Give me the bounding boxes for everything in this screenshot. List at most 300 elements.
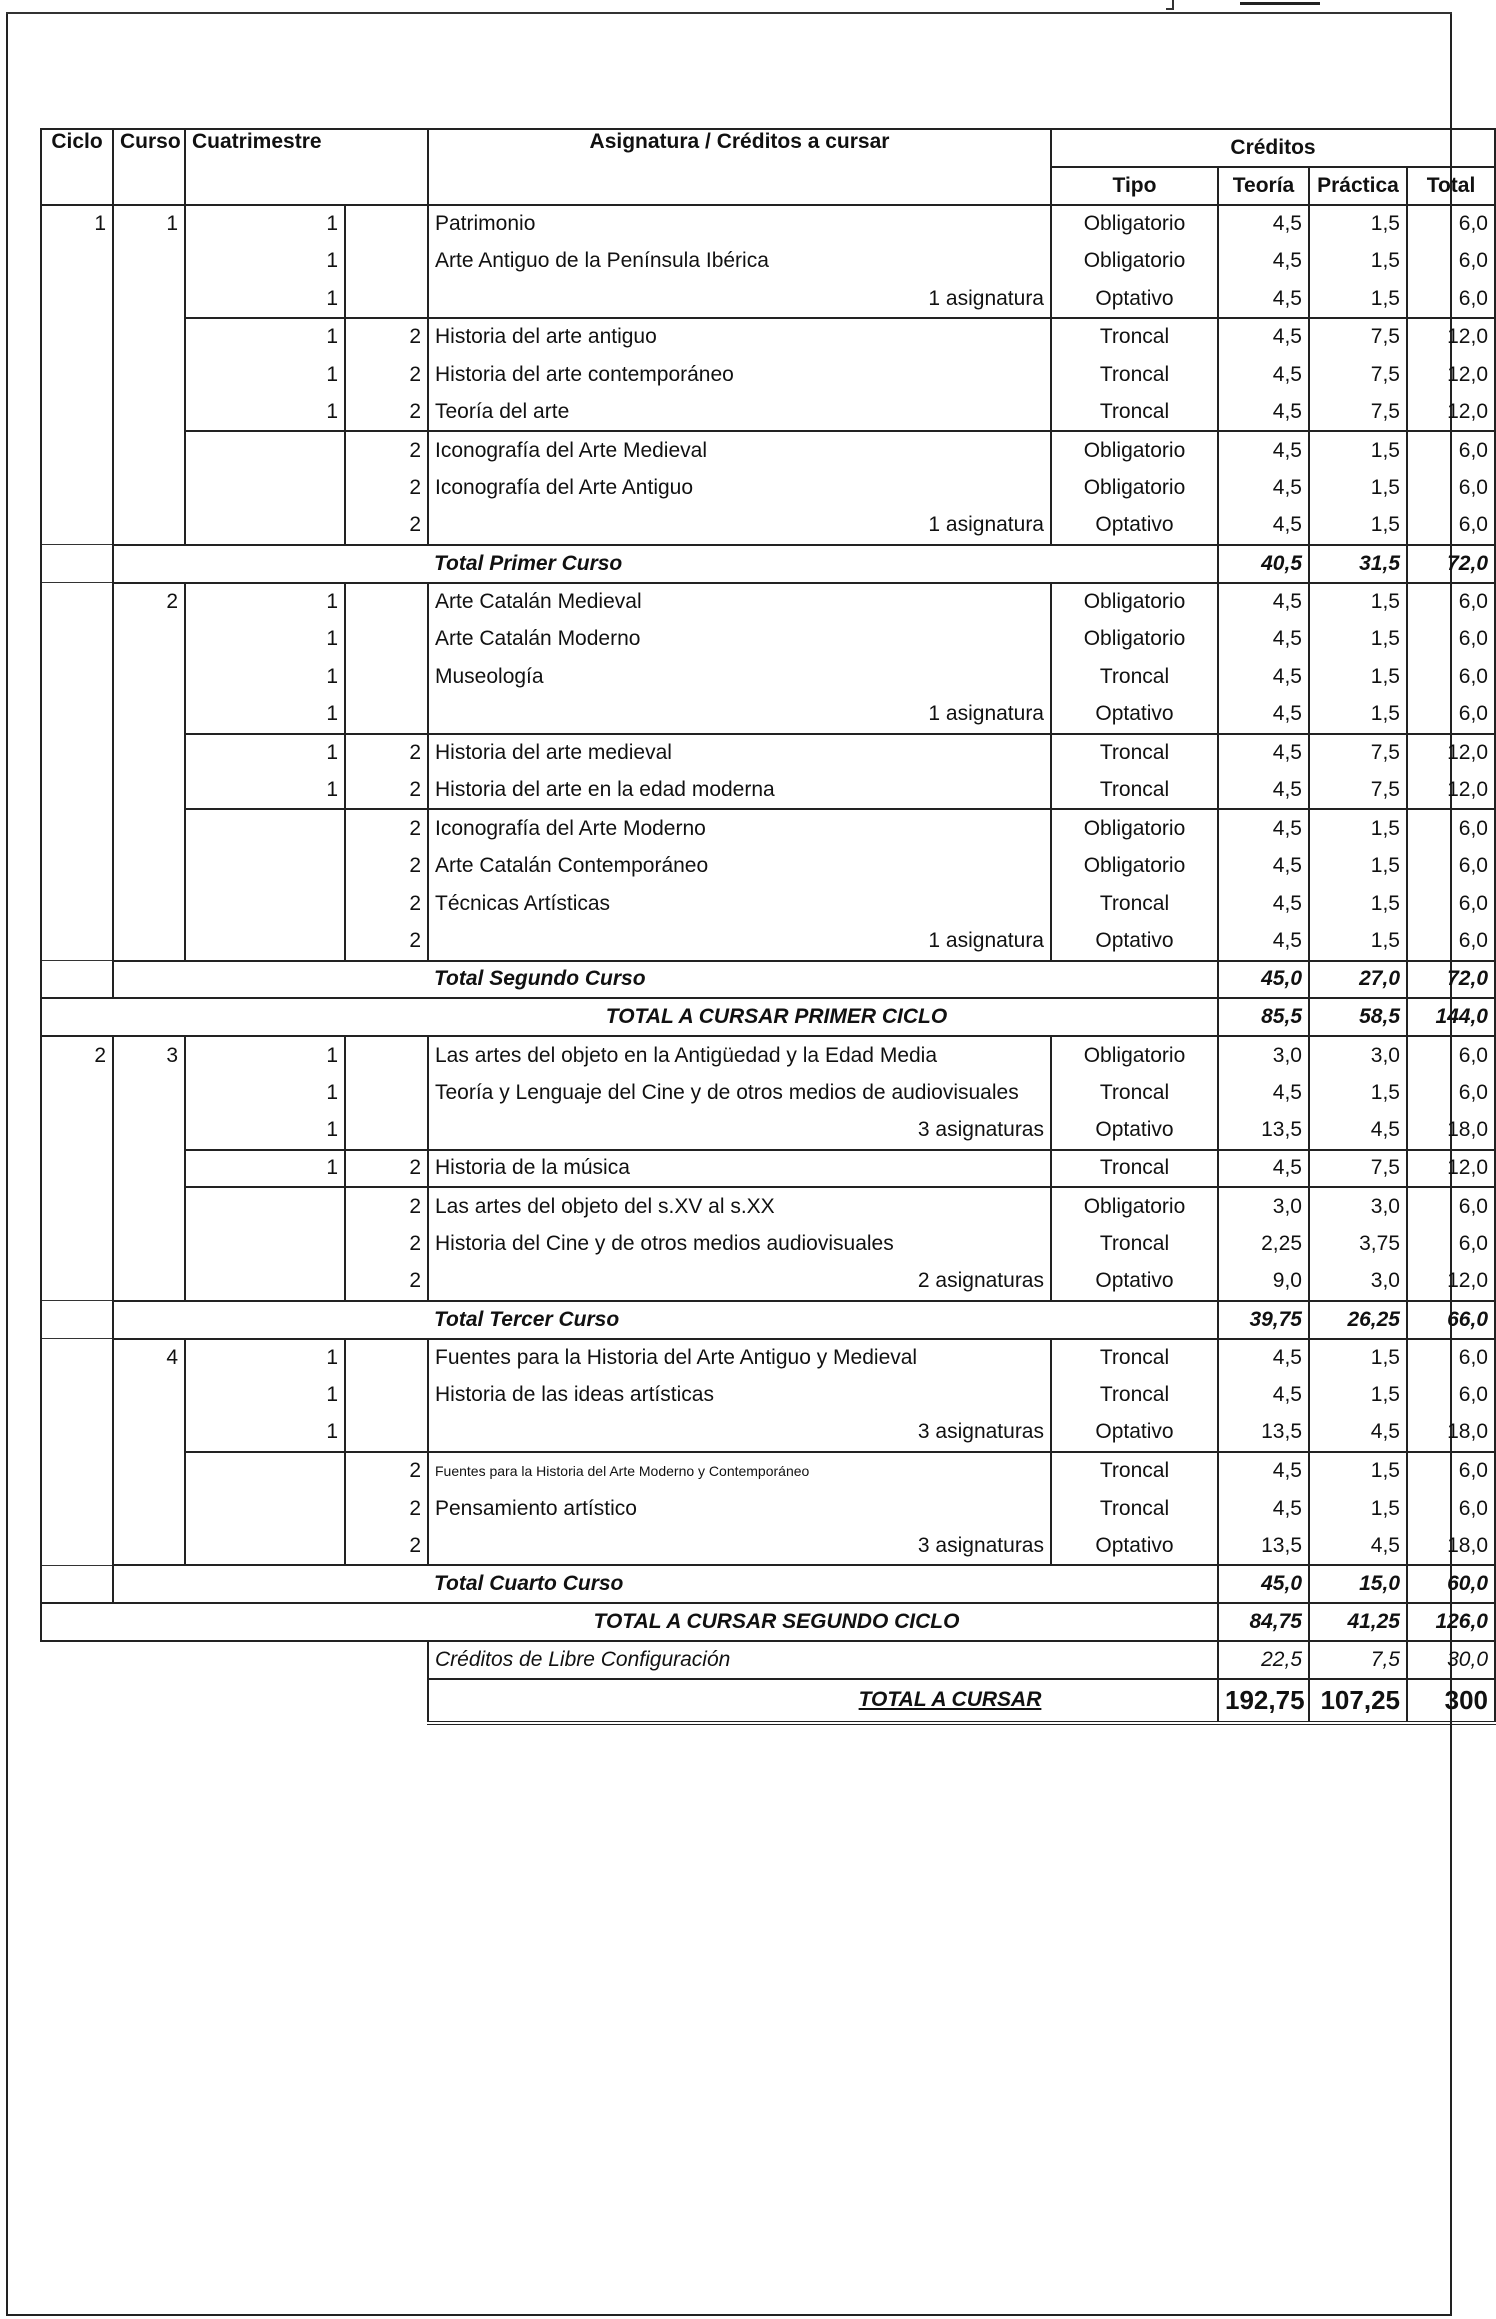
cell-cuatrimestre-2: 2 (345, 847, 428, 885)
cell-ciclo (41, 847, 113, 885)
cell-asignatura: Teoría del arte (428, 394, 1051, 432)
subtotal-label: Total Tercer Curso (428, 1301, 1051, 1339)
final-total-label: TOTAL A CURSAR (428, 1679, 1218, 1723)
cell-tipo: Obligatorio (1051, 1187, 1218, 1225)
cell-tipo: Obligatorio (1051, 583, 1218, 621)
cell-cuatrimestre-2: 2 (345, 1187, 428, 1225)
table-row (41, 1452, 1495, 1490)
cell-teoria: 3,0 (1218, 1036, 1309, 1074)
cell-cuatrimestre-1: 1 (185, 394, 345, 432)
subtotal-label: Total Primer Curso (428, 545, 1051, 583)
table-row (41, 1187, 1495, 1225)
header-practica: Práctica (1309, 167, 1407, 205)
cell-tipo: Troncal (1051, 1452, 1218, 1490)
cell-teoria: 4,5 (1218, 734, 1309, 772)
cell-total: 6,0 (1407, 469, 1495, 507)
cell-ciclo (41, 394, 113, 432)
header-cuatrimestre: Cuatrimestre (185, 129, 428, 205)
cell-asignatura: Historia del arte en la edad moderna (428, 772, 1051, 810)
cell-total: 12,0 (1407, 734, 1495, 772)
header-creditos: Créditos (1051, 129, 1495, 167)
scan-tick (1166, 0, 1174, 10)
cell-teoria: 4,5 (1218, 620, 1309, 658)
cell-tipo: Obligatorio (1051, 1036, 1218, 1074)
cell-cuatrimestre-2: 2 (345, 507, 428, 545)
cell-curso (113, 885, 185, 923)
cell-teoria: 4,5 (1218, 242, 1309, 280)
cell-asignatura: Arte Catalán Moderno (428, 620, 1051, 658)
table-row (41, 1376, 1495, 1414)
cell-total: 18,0 (1407, 1112, 1495, 1150)
cell-tipo: Obligatorio (1051, 242, 1218, 280)
table-row (41, 469, 1495, 507)
cell-total: 6,0 (1407, 1452, 1495, 1490)
cell-optativas: 2 asignaturas (428, 1263, 1051, 1301)
cell-curso (113, 734, 185, 772)
cell-cuatrimestre-2 (345, 658, 428, 696)
cell-ciclo (41, 318, 113, 356)
cell-ciclo (41, 356, 113, 394)
table-row (41, 772, 1495, 810)
subtotal-teoria: 45,0 (1218, 1565, 1309, 1603)
cell-cuatrimestre-1: 1 (185, 205, 345, 243)
cell-asignatura: Teoría y Lenguaje del Cine y de otros medios de audiovisuales (428, 1074, 1051, 1112)
table-row (41, 242, 1495, 280)
subtotal-teoria: 39,75 (1218, 1301, 1309, 1339)
cell-cuatrimestre-1 (185, 1490, 345, 1528)
cell-ciclo (41, 1225, 113, 1263)
subtotal-practica: 15,0 (1309, 1565, 1407, 1603)
cell-cuatrimestre-1 (185, 1263, 345, 1301)
cell-curso (113, 1225, 185, 1263)
cell-cuatrimestre-2: 2 (345, 885, 428, 923)
table-row (41, 1414, 1495, 1452)
grand-total-practica: 41,25 (1309, 1603, 1407, 1641)
table-cell (41, 1679, 428, 1723)
cell-asignatura: Museología (428, 658, 1051, 696)
cell-asignatura: Las artes del objeto del s.XV al s.XX (428, 1187, 1051, 1225)
cell-tipo: Troncal (1051, 1150, 1218, 1188)
cell-ciclo (41, 620, 113, 658)
cell-ciclo (41, 658, 113, 696)
cell-curso (113, 658, 185, 696)
grand-total-label: TOTAL A CURSAR PRIMER CICLO (41, 998, 1218, 1036)
cell-cuatrimestre-1: 1 (185, 1414, 345, 1452)
cell-practica: 1,5 (1309, 469, 1407, 507)
cell-tipo: Optativo (1051, 280, 1218, 318)
cell-total: 6,0 (1407, 1376, 1495, 1414)
cell-tipo: Optativo (1051, 1112, 1218, 1150)
table-cell (41, 1641, 428, 1679)
cell-cuatrimestre-1: 1 (185, 1376, 345, 1414)
final-total-row (41, 1679, 1495, 1723)
cell-tipo: Troncal (1051, 772, 1218, 810)
cell-practica: 1,5 (1309, 1339, 1407, 1377)
cell-cuatrimestre-2 (345, 583, 428, 621)
cell-curso (113, 280, 185, 318)
cell-ciclo (41, 1527, 113, 1565)
cell-practica: 7,5 (1309, 1150, 1407, 1188)
cell-ciclo: 1 (41, 205, 113, 243)
table-row (41, 1112, 1495, 1150)
table-row (41, 1339, 1495, 1377)
cell-curso (113, 507, 185, 545)
cell-asignatura: Historia del arte medieval (428, 734, 1051, 772)
cell-cuatrimestre-1 (185, 469, 345, 507)
cell-practica: 1,5 (1309, 205, 1407, 243)
table-row (41, 847, 1495, 885)
page-frame-top (6, 12, 1452, 14)
header-curso: Curso (113, 129, 185, 205)
cell-total: 6,0 (1407, 583, 1495, 621)
cell-curso (113, 318, 185, 356)
cell-total: 6,0 (1407, 658, 1495, 696)
cell-cuatrimestre-1: 1 (185, 1339, 345, 1377)
cell-tipo: Troncal (1051, 1490, 1218, 1528)
subtotal-teoria: 40,5 (1218, 545, 1309, 583)
cell-curso (113, 1263, 185, 1301)
cell-asignatura: Arte Catalán Contemporáneo (428, 847, 1051, 885)
grand-total-total: 126,0 (1407, 1603, 1495, 1641)
subtotal-row (41, 1301, 1495, 1339)
table-cell (41, 1301, 113, 1339)
cell-practica: 1,5 (1309, 583, 1407, 621)
cell-curso (113, 394, 185, 432)
cell-cuatrimestre-2: 2 (345, 394, 428, 432)
table-row (41, 583, 1495, 621)
cell-teoria: 4,5 (1218, 507, 1309, 545)
cell-total: 6,0 (1407, 205, 1495, 243)
table-row (41, 1263, 1495, 1301)
subtotal-row (41, 961, 1495, 999)
cell-optativas: 1 asignatura (428, 280, 1051, 318)
cell-teoria: 3,0 (1218, 1187, 1309, 1225)
cell-practica: 1,5 (1309, 923, 1407, 961)
table-cell (1051, 961, 1218, 999)
cell-teoria: 4,5 (1218, 1150, 1309, 1188)
cell-cuatrimestre-1 (185, 847, 345, 885)
table-row (41, 1490, 1495, 1528)
cell-asignatura: Historia del arte antiguo (428, 318, 1051, 356)
cell-teoria: 13,5 (1218, 1112, 1309, 1150)
libre-row (41, 1641, 1495, 1679)
cell-total: 6,0 (1407, 1074, 1495, 1112)
cell-cuatrimestre-2: 2 (345, 772, 428, 810)
cell-asignatura: Iconografía del Arte Antiguo (428, 469, 1051, 507)
cell-cuatrimestre-2: 2 (345, 356, 428, 394)
libre-total: 30,0 (1407, 1641, 1495, 1679)
cell-tipo: Troncal (1051, 1376, 1218, 1414)
header-asignatura: Asignatura / Créditos a cursar (428, 129, 1051, 205)
table-row (41, 1225, 1495, 1263)
cell-curso (113, 1452, 185, 1490)
cell-ciclo (41, 1150, 113, 1188)
cell-asignatura: Fuentes para la Historia del Arte Moderno y Contemporáneo (428, 1452, 1051, 1490)
cell-total: 6,0 (1407, 1036, 1495, 1074)
cell-teoria: 2,25 (1218, 1225, 1309, 1263)
cell-teoria: 4,5 (1218, 1490, 1309, 1528)
header-total: Total (1407, 167, 1495, 205)
cell-teoria: 4,5 (1218, 469, 1309, 507)
cell-cuatrimestre-1: 1 (185, 734, 345, 772)
cell-ciclo (41, 431, 113, 469)
cell-curso (113, 469, 185, 507)
cell-total: 6,0 (1407, 507, 1495, 545)
cell-total: 6,0 (1407, 809, 1495, 847)
cell-cuatrimestre-2: 2 (345, 1263, 428, 1301)
cell-ciclo (41, 923, 113, 961)
table-row (41, 734, 1495, 772)
subtotal-practica: 26,25 (1309, 1301, 1407, 1339)
cell-teoria: 4,5 (1218, 1074, 1309, 1112)
libre-label: Créditos de Libre Configuración (428, 1641, 1218, 1679)
grand-total-row (41, 998, 1495, 1036)
cell-ciclo (41, 1490, 113, 1528)
cell-curso (113, 847, 185, 885)
libre-practica: 7,5 (1309, 1641, 1407, 1679)
cell-total: 6,0 (1407, 885, 1495, 923)
table-row (41, 1527, 1495, 1565)
credits-table (40, 128, 1496, 1725)
header-tipo: Tipo (1051, 167, 1218, 205)
cell-asignatura: Iconografía del Arte Moderno (428, 809, 1051, 847)
cell-teoria: 4,5 (1218, 280, 1309, 318)
cell-practica: 7,5 (1309, 356, 1407, 394)
final-total-practica: 107,25 (1309, 1679, 1407, 1723)
grand-total-practica: 58,5 (1309, 998, 1407, 1036)
cell-total: 12,0 (1407, 356, 1495, 394)
cell-optativas: 3 asignaturas (428, 1527, 1051, 1565)
cell-cuatrimestre-1: 1 (185, 583, 345, 621)
cell-cuatrimestre-1 (185, 1527, 345, 1565)
cell-ciclo (41, 242, 113, 280)
cell-practica: 1,5 (1309, 431, 1407, 469)
cell-total: 6,0 (1407, 1339, 1495, 1377)
cell-cuatrimestre-1: 1 (185, 1150, 345, 1188)
cell-ciclo (41, 809, 113, 847)
scan-mark (1240, 2, 1320, 11)
cell-curso (113, 1112, 185, 1150)
cell-curso (113, 1527, 185, 1565)
cell-teoria: 4,5 (1218, 1452, 1309, 1490)
cell-tipo: Optativo (1051, 507, 1218, 545)
cell-teoria: 4,5 (1218, 885, 1309, 923)
header-teoria: Teoría (1218, 167, 1309, 205)
subtotal-total: 72,0 (1407, 545, 1495, 583)
final-total-total: 300 (1407, 1679, 1495, 1723)
cell-ciclo (41, 1263, 113, 1301)
cell-total: 6,0 (1407, 847, 1495, 885)
cell-asignatura: Historia del Cine y de otros medios audiovisuales (428, 1225, 1051, 1263)
cell-asignatura: Iconografía del Arte Medieval (428, 431, 1051, 469)
cell-practica: 4,5 (1309, 1527, 1407, 1565)
cell-cuatrimestre-2: 2 (345, 1452, 428, 1490)
cell-curso (113, 1074, 185, 1112)
cell-cuatrimestre-1: 1 (185, 356, 345, 394)
cell-ciclo (41, 885, 113, 923)
cell-tipo: Optativo (1051, 1527, 1218, 1565)
table-cell (41, 961, 113, 999)
table-row (41, 696, 1495, 734)
cell-asignatura: Historia de las ideas artísticas (428, 1376, 1051, 1414)
cell-curso (113, 923, 185, 961)
cell-practica: 7,5 (1309, 734, 1407, 772)
cell-curso (113, 772, 185, 810)
cell-ciclo (41, 469, 113, 507)
cell-tipo: Obligatorio (1051, 847, 1218, 885)
cell-teoria: 9,0 (1218, 1263, 1309, 1301)
cell-asignatura: Historia de la música (428, 1150, 1051, 1188)
cell-optativas: 3 asignaturas (428, 1414, 1051, 1452)
cell-total: 6,0 (1407, 696, 1495, 734)
table-row (41, 1074, 1495, 1112)
cell-ciclo (41, 507, 113, 545)
cell-cuatrimestre-1 (185, 1452, 345, 1490)
table-row (41, 923, 1495, 961)
cell-cuatrimestre-1: 1 (185, 658, 345, 696)
cell-practica: 7,5 (1309, 394, 1407, 432)
cell-cuatrimestre-1: 1 (185, 620, 345, 658)
cell-tipo: Troncal (1051, 1074, 1218, 1112)
cell-practica: 1,5 (1309, 242, 1407, 280)
cell-practica: 3,75 (1309, 1225, 1407, 1263)
table-row (41, 431, 1495, 469)
cell-cuatrimestre-1 (185, 507, 345, 545)
cell-cuatrimestre-1 (185, 1225, 345, 1263)
cell-curso (113, 1376, 185, 1414)
cell-practica: 1,5 (1309, 809, 1407, 847)
cell-teoria: 4,5 (1218, 696, 1309, 734)
cell-asignatura: Arte Antiguo de la Península Ibérica (428, 242, 1051, 280)
cell-teoria: 4,5 (1218, 205, 1309, 243)
cell-teoria: 4,5 (1218, 318, 1309, 356)
cell-practica: 4,5 (1309, 1112, 1407, 1150)
subtotal-total: 72,0 (1407, 961, 1495, 999)
table-header-row (41, 129, 1495, 167)
cell-ciclo (41, 1452, 113, 1490)
cell-cuatrimestre-2 (345, 280, 428, 318)
table-cell (185, 1301, 428, 1339)
cell-total: 18,0 (1407, 1527, 1495, 1565)
cell-cuatrimestre-2: 2 (345, 469, 428, 507)
cell-tipo: Troncal (1051, 658, 1218, 696)
cell-cuatrimestre-2: 2 (345, 318, 428, 356)
cell-cuatrimestre-2 (345, 1074, 428, 1112)
cell-optativas: 3 asignaturas (428, 1112, 1051, 1150)
cell-ciclo (41, 1074, 113, 1112)
table-row (41, 1150, 1495, 1188)
cell-practica: 3,0 (1309, 1187, 1407, 1225)
cell-tipo: Troncal (1051, 885, 1218, 923)
cell-practica: 1,5 (1309, 507, 1407, 545)
table-row (41, 1036, 1495, 1074)
cell-teoria: 4,5 (1218, 583, 1309, 621)
cell-cuatrimestre-1: 1 (185, 318, 345, 356)
cell-tipo: Obligatorio (1051, 809, 1218, 847)
cell-ciclo: 2 (41, 1036, 113, 1074)
cell-curso (113, 809, 185, 847)
table-cell (1051, 1301, 1218, 1339)
cell-tipo: Obligatorio (1051, 205, 1218, 243)
cell-optativas: 1 asignatura (428, 696, 1051, 734)
cell-total: 6,0 (1407, 431, 1495, 469)
cell-cuatrimestre-1 (185, 1187, 345, 1225)
cell-total: 18,0 (1407, 1414, 1495, 1452)
cell-practica: 1,5 (1309, 620, 1407, 658)
table-row (41, 809, 1495, 847)
cell-asignatura: Historia del arte contemporáneo (428, 356, 1051, 394)
cell-tipo: Optativo (1051, 923, 1218, 961)
cell-curso (113, 1414, 185, 1452)
grand-total-total: 144,0 (1407, 998, 1495, 1036)
table-cell (113, 961, 185, 999)
table-cell (1051, 545, 1218, 583)
grand-total-label: TOTAL A CURSAR SEGUNDO CICLO (41, 1603, 1218, 1641)
subtotal-practica: 31,5 (1309, 545, 1407, 583)
cell-cuatrimestre-1: 1 (185, 1074, 345, 1112)
cell-total: 6,0 (1407, 1187, 1495, 1225)
table-cell (113, 1301, 185, 1339)
cell-tipo: Troncal (1051, 1339, 1218, 1377)
cell-teoria: 4,5 (1218, 658, 1309, 696)
subtotal-total: 60,0 (1407, 1565, 1495, 1603)
table-cell (113, 545, 185, 583)
cell-practica: 1,5 (1309, 658, 1407, 696)
cell-tipo: Troncal (1051, 318, 1218, 356)
cell-practica: 1,5 (1309, 696, 1407, 734)
cell-cuatrimestre-1: 1 (185, 696, 345, 734)
subtotal-teoria: 45,0 (1218, 961, 1309, 999)
cell-cuatrimestre-2 (345, 1376, 428, 1414)
cell-tipo: Obligatorio (1051, 469, 1218, 507)
table-row (41, 318, 1495, 356)
cell-curso (113, 696, 185, 734)
cell-cuatrimestre-1: 1 (185, 772, 345, 810)
cell-cuatrimestre-2: 2 (345, 734, 428, 772)
cell-curso (113, 1187, 185, 1225)
cell-curso: 1 (113, 205, 185, 243)
subtotal-label: Total Cuarto Curso (428, 1565, 1051, 1603)
subtotal-row (41, 1565, 1495, 1603)
cell-asignatura: Pensamiento artístico (428, 1490, 1051, 1528)
cell-cuatrimestre-1: 1 (185, 242, 345, 280)
table-row (41, 394, 1495, 432)
cell-total: 12,0 (1407, 772, 1495, 810)
cell-tipo: Troncal (1051, 394, 1218, 432)
cell-total: 6,0 (1407, 1490, 1495, 1528)
cell-curso (113, 1490, 185, 1528)
cell-teoria: 4,5 (1218, 1376, 1309, 1414)
cell-total: 6,0 (1407, 620, 1495, 658)
subtotal-practica: 27,0 (1309, 961, 1407, 999)
final-total-teoria: 192,75 (1218, 1679, 1309, 1723)
cell-cuatrimestre-2: 2 (345, 431, 428, 469)
table-row (41, 620, 1495, 658)
cell-teoria: 4,5 (1218, 356, 1309, 394)
cell-teoria: 13,5 (1218, 1527, 1309, 1565)
cell-asignatura: Las artes del objeto en la Antigüedad y la Edad Media (428, 1036, 1051, 1074)
cell-asignatura: Técnicas Artísticas (428, 885, 1051, 923)
cell-curso: 3 (113, 1036, 185, 1074)
cell-asignatura: Arte Catalán Medieval (428, 583, 1051, 621)
cell-tipo: Optativo (1051, 1414, 1218, 1452)
cell-cuatrimestre-2: 2 (345, 1490, 428, 1528)
cell-cuatrimestre-2 (345, 1036, 428, 1074)
cell-ciclo (41, 734, 113, 772)
cell-practica: 1,5 (1309, 1452, 1407, 1490)
cell-total: 12,0 (1407, 1150, 1495, 1188)
cell-tipo: Troncal (1051, 734, 1218, 772)
